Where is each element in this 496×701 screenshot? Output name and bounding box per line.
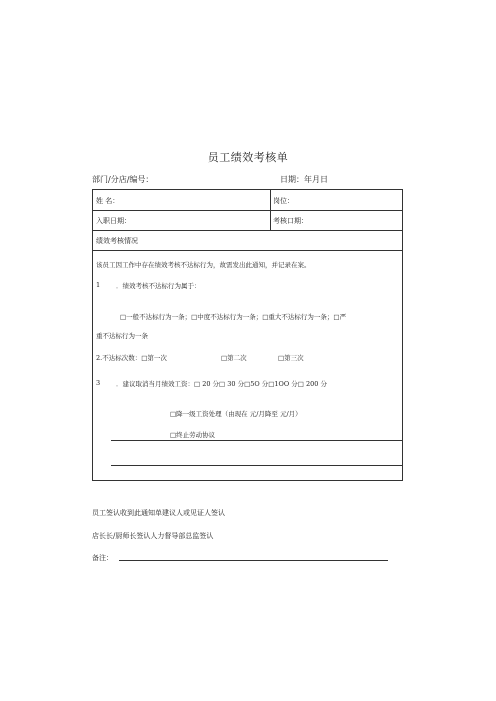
row-divider <box>93 230 402 231</box>
item1-options: □一般不达标行为一条；□中度不达标行为一条；□重大不达标行为一条；□严 <box>120 313 347 321</box>
appraisal-table <box>92 189 403 481</box>
terminate-option: □终止劳动协议 <box>170 431 216 439</box>
row-divider <box>93 250 402 251</box>
item3-label: ．建议取消当月绩效工资：□ 20 分□ 30 分□5O 分□1OO 分□ 200 分 <box>116 380 327 388</box>
row-divider <box>93 210 402 211</box>
item3-number: 3 <box>96 379 101 387</box>
blank-line <box>111 440 402 441</box>
remarks-underline <box>119 560 388 561</box>
downgrade-option: □降一级工资处理（由现在 元/月降至 元/月） <box>170 410 302 418</box>
item2-option-second: □第二次 <box>221 354 247 362</box>
form-title: 员工绩效考核单 <box>207 151 289 164</box>
item1-options-cont: 重不达标行为一条 <box>96 332 148 340</box>
column-divider <box>270 190 271 230</box>
remarks-label: 备注： <box>92 554 113 562</box>
dept-label: 部门/分店/编号： <box>92 175 154 184</box>
date-label: 日期：年月日 <box>280 175 328 184</box>
intro-text: 该员工因工作中存在绩效考核不达标行为，故需发出此通知，并记录在案。 <box>96 261 311 269</box>
position-label: 岗位： <box>273 197 294 205</box>
review-date-label: 考核口期： <box>273 217 308 225</box>
manager-sign-line: 店长长/厨师长签认人力督导部总监签认 <box>92 532 214 540</box>
item1-label: ．绩效考核不达标行为属于： <box>116 282 201 290</box>
hire-date-label: 入职日期： <box>96 217 131 225</box>
item2-label: 2.不达标次数：□第一次 <box>96 354 167 362</box>
name-label: 姓 名： <box>96 197 120 205</box>
item1-number: 1 <box>96 281 101 289</box>
section-title: 绩效考核情况 <box>96 237 138 245</box>
item2-option-third: □第三次 <box>278 354 304 362</box>
blank-line <box>111 465 402 466</box>
employee-sign-line: 员工签认收到此通知单建议人或见证人签认 <box>92 509 225 517</box>
